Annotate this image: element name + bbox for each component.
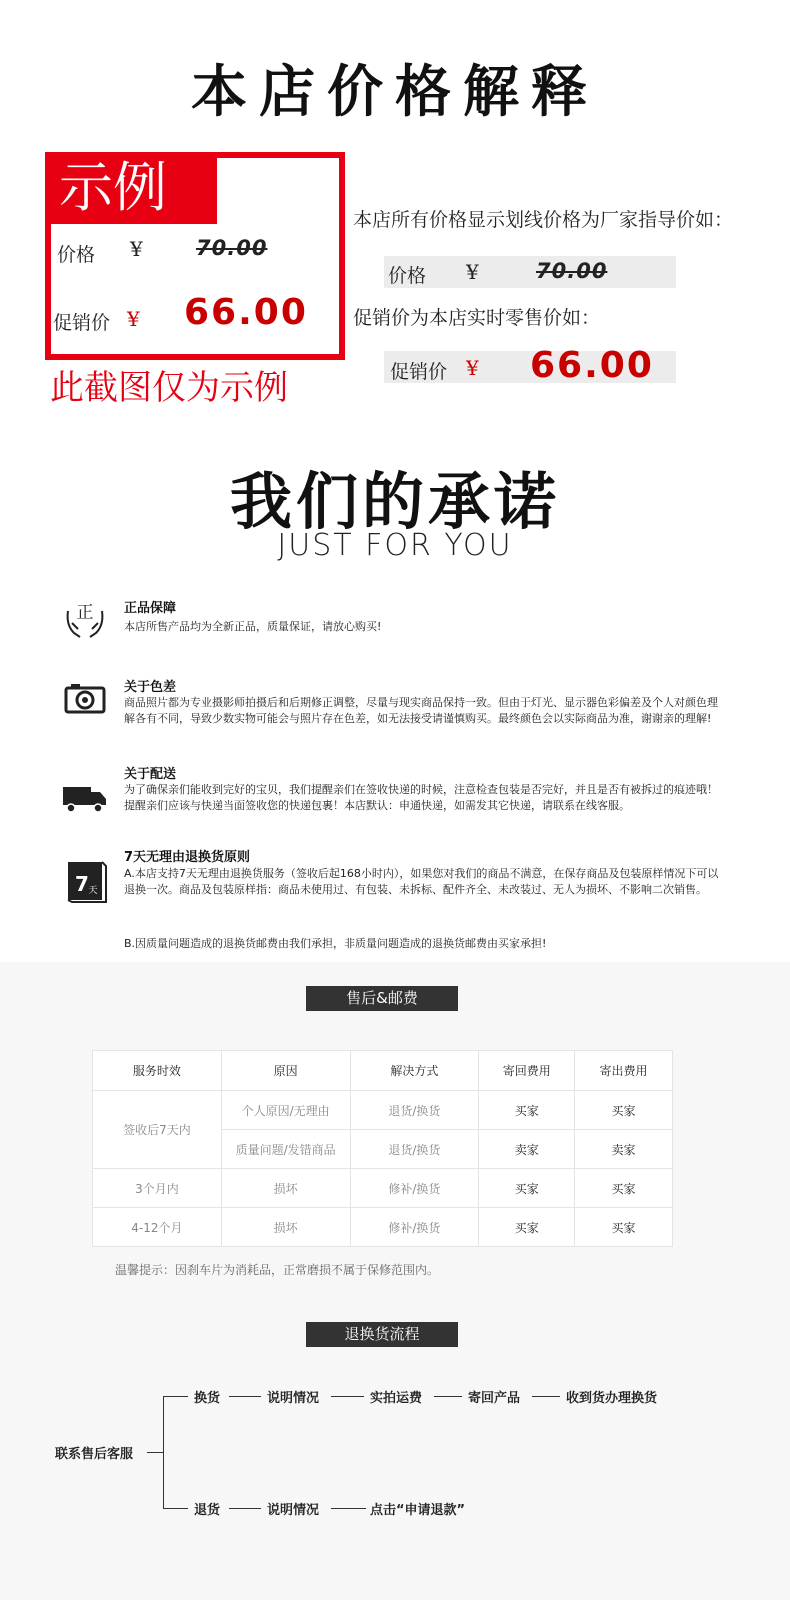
promise-title-return: 7天无理由退换货原则: [124, 850, 251, 865]
flow-connector: [532, 1396, 560, 1397]
example-original-price: 70.00: [196, 236, 268, 260]
seven-day-icon: [62, 858, 108, 904]
table-cell-period: 4-12个月: [93, 1208, 222, 1247]
aftersales-table: [92, 1050, 673, 1247]
table-cell-solution: 退货/换货: [350, 1130, 479, 1169]
example-price-label: 价格: [57, 244, 96, 266]
table-header: 寄出费用: [575, 1051, 673, 1091]
table-cell-solution: 退货/换货: [350, 1091, 479, 1130]
table-row: [93, 1208, 673, 1247]
example-tag: 示例: [45, 152, 217, 224]
flow-connector: [163, 1508, 188, 1509]
truck-icon: [62, 773, 108, 819]
table-header: 寄回费用: [479, 1051, 575, 1091]
table-cell-send-fee: 买家: [575, 1208, 673, 1247]
table-header: 原因: [221, 1051, 350, 1091]
promise-body-genuine: 本店所售产品均为全新正品，质量保证，请放心购买!: [124, 620, 382, 633]
promise-body-return-b: B.因质量问题造成的退换货邮费由我们承担，非质量问题造成的退换货邮费由买家承担!: [124, 937, 547, 950]
flow-refund-step: 点击“申请退款”: [370, 1503, 466, 1518]
demo-promo-price: 66.00: [530, 345, 654, 386]
promise-title-color: 关于色差: [124, 680, 177, 695]
price-section-title: 本店价格解释: [191, 60, 599, 125]
flow-connector: [331, 1508, 366, 1509]
demo-promo-label: 促销价: [390, 361, 448, 383]
table-cell-return-fee: 买家: [479, 1091, 575, 1130]
table-header: 服务时效: [93, 1051, 222, 1091]
table-cell-period: 3个月内: [93, 1169, 222, 1208]
demo-original-bar: [384, 256, 676, 288]
flow-connector: [163, 1396, 188, 1397]
table-cell-reason: 质量问题/发错商品: [221, 1130, 350, 1169]
table-cell-reason: 个人原因/无理由: [221, 1091, 350, 1130]
table-cell-send-fee: 卖家: [575, 1130, 673, 1169]
aftersales-tip: 温馨提示：因刹车片为消耗品，正常磨损不属于保修范围内。: [115, 1263, 440, 1277]
example-caption: 此截图仅为示例: [50, 368, 288, 408]
flow-root-contact-service: 联系售后客服: [55, 1447, 134, 1462]
example-currency: ¥: [130, 237, 143, 261]
promise-body-delivery: 为了确保亲们能收到完好的宝贝，我们提醒亲们在签收快递的时候，注意检查包装是否完好，并且是否有被拆过的痕迹哦！提醒亲们应该与快递当面签收您的快递包裹！本店默认：申通快递，如需发其它快递，请联系在线客服。: [124, 783, 718, 812]
flow-exchange: 换货: [194, 1391, 221, 1406]
table-cell-send-fee: 买家: [575, 1091, 673, 1130]
flow-connector: [229, 1508, 261, 1509]
flow-exchange-step: 寄回产品: [468, 1391, 521, 1406]
flow-connector: [331, 1396, 364, 1397]
promise-title-delivery: 关于配送: [124, 767, 177, 782]
table-header: 解决方式: [350, 1051, 479, 1091]
demo-promo-currency: ¥: [466, 356, 479, 380]
promise-subtitle: JUST FOR YOU: [277, 528, 513, 563]
flow-exchange-step: 说明情况: [267, 1391, 320, 1406]
svg-text:天: 天: [88, 886, 98, 896]
svg-text:正: 正: [76, 603, 94, 623]
flow-branch-line: [163, 1396, 164, 1508]
flow-refund: 退货: [194, 1503, 221, 1518]
svg-text:7: 7: [75, 872, 89, 896]
demo-original-price: 70.00: [536, 259, 608, 283]
promise-section-title: 我们的承诺: [229, 465, 560, 538]
explain-promo-text: 促销价为本店实时零售价如：: [353, 307, 601, 329]
flow-connector: [434, 1396, 462, 1397]
example-promo-price: 66.00: [184, 292, 308, 333]
flow-exchange-step: 收到货办理换货: [566, 1391, 658, 1406]
return-flow-label: 退换货流程: [306, 1322, 458, 1347]
flow-refund-step: 说明情况: [267, 1503, 320, 1518]
flow-connector: [229, 1396, 261, 1397]
table-row: [93, 1169, 673, 1208]
table-cell-return-fee: 卖家: [479, 1130, 575, 1169]
example-promo-label: 促销价: [53, 312, 111, 334]
table-row: [93, 1091, 673, 1130]
demo-currency: ¥: [466, 260, 479, 284]
table-cell-reason: 损坏: [221, 1208, 350, 1247]
aftersales-label: 售后&邮费: [306, 986, 458, 1011]
example-promo-currency: ¥: [127, 307, 140, 331]
table-cell-return-fee: 买家: [479, 1169, 575, 1208]
table-cell-return-fee: 买家: [479, 1208, 575, 1247]
demo-price-label: 价格: [388, 265, 427, 287]
table-cell-solution: 修补/换货: [350, 1208, 479, 1247]
promise-title-genuine: 正品保障: [124, 601, 177, 616]
table-header-row: [93, 1051, 673, 1091]
flow-exchange-step: 实拍运费: [370, 1391, 423, 1406]
table-cell-solution: 修补/换货: [350, 1169, 479, 1208]
promise-body-color: 商品照片都为专业摄影师拍摄后和后期修正调整，尽量与现实商品保持一致。但由于灯光、显示器色彩偏差及个人对颜色理解各有不同，导致少数实物可能会与照片存在色差，如无法接受请谨慎购买。最终颜色会以实际商品为准，谢谢亲的理解!: [124, 696, 718, 725]
flow-connector: [147, 1452, 163, 1453]
table-cell-period: 签收后7天内: [93, 1091, 222, 1169]
table-cell-send-fee: 买家: [575, 1169, 673, 1208]
table-cell-reason: 损坏: [221, 1169, 350, 1208]
genuine-hands-icon: [62, 597, 108, 643]
promise-body-return: A.本店支持7天无理由退换货服务（签收后起168小时内），如果您对我们的商品不满意，在保存商品及包装原样情况下可以退换一次。商品及包装原样指：商品未使用过、有包装、未拆标、配件齐全、未改装过、无人为损坏、不影响二次销售。: [124, 867, 719, 896]
explain-original-text: 本店所有价格显示划线价格为厂家指导价如：: [353, 209, 734, 231]
camera-icon: [62, 676, 108, 722]
